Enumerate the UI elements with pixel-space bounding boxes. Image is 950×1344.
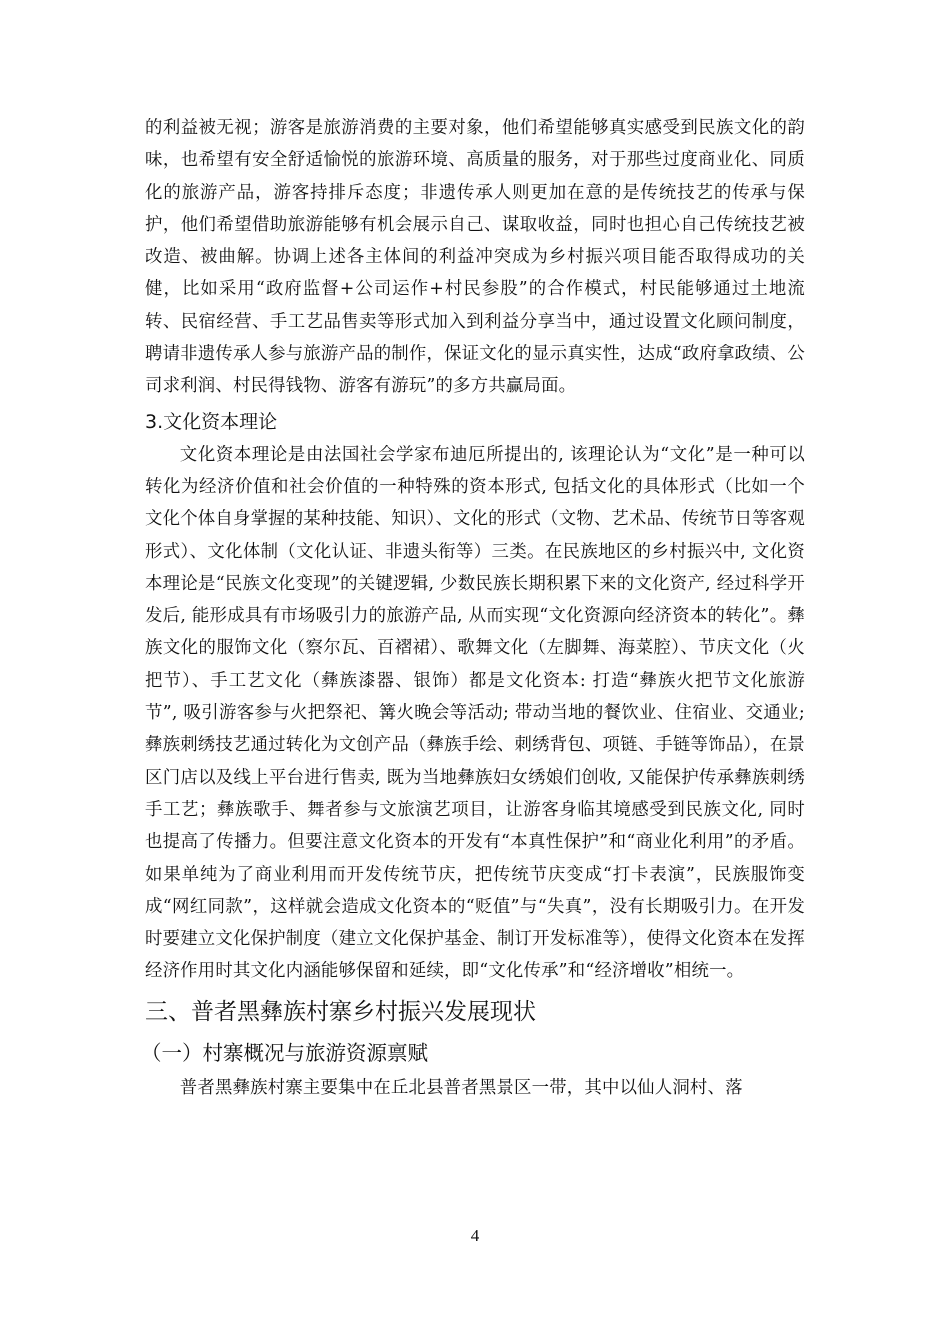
section-heading: （一）村寨概况与旅游资源禀赋 [141, 1040, 428, 1065]
paragraph-stakeholders: 的利益被无视；游客是旅游消费的主要对象，他们希望能够真实感受到民族文化的韵味，也希望有安全舒适愉悦的旅游环境、高质量的服务，对于那些过度商业化、同质化的旅游产品，游客持排斥态度；非遗传承人则更加在意的是传统技艺的传承与保护，他们希望借助旅游能够有机会展示自己、谋取收益，同时也担心自己传统技艺被改造、被曲解。协调上述各主体间的利益冲突成为乡村振兴项目能否取得成功的关健，比如采用“政府监督+公司运作+村民参股”的合作模式，村民能够通过土地流转、民宿经营、手工艺品售卖等形式加入到利益分享当中，通过设置文化顾问制度，聘请非遗传承人参与旅游产品的制作，保证文化的显示真实性，达成“政府拿政绩、公司求利润、村民得钱物、游客有游玩”的多方共赢局面。 [145, 118, 805, 397]
chapter-heading: 三、普者黑彝族村寨乡村振兴发展现状 [145, 998, 536, 1025]
page-content [141, 112, 805, 1104]
paragraph-village-overview: 普者黑彝族村寨主要集中在丘北县普者黑景区一带，其中以仙人洞村、落 [179, 1077, 743, 1098]
heading-cultural-capital-theory: 3.文化资本理论 [145, 410, 278, 433]
page-number: 4 [470, 1226, 480, 1245]
paragraph-cultural-capital: 文化资本理论是由法国社会学家布迪厄所提出的, 该理论认为“文化”是一种可以转化为经济价值和社会价值的一种特殊的资本形式, 包括文化的具体形式（比如一个文化个体自身掌握的某种技能、知识）、文化的形式（文物、艺术品、传统节日等客观形式）、文化体制（文化认证、非遗头衔等）三类。在民族地区的乡村振兴中, 文化资本理论是“民族文化变现”的关键逻辑, 少数民族长期积累下来的文化资产, 经过科学开发后, 能形成具有市场吸引力的旅游产品, 从而实现“文化资源向经济资本的转化”。彝族文化的服饰文化（察尔瓦、百褶裙）、歌舞文化（左脚舞、海菜腔）、节庆文化（火把节）、手工艺文化（彝族漆器、银饰）都是文化资本: 打造“彝族火把节文化旅游节”, 吸引游客参与火把祭祀、篝火晚会等活动; 带动当地的餐饮业、住宿业、交通业; 彝族刺绣技艺通过转化为文创产品（彝族手绘、刺绣背包、项链、手链等饰品），在景区门店以及线上平台进行售卖, 既为当地彝族妇女绣娘们创收, 又能保护传承彝族刺绣手工艺；彝族歌手、舞者参与文旅演艺项目，让游客身临其境感受到民族文化, 同时也提高了传播力。但要注意文化资本的开发有“本真性保护”和“商业化利用”的矛盾。如果单纯为了商业利用而开发传统节庆，把传统节庆变成“打卡表演”，民族服饰变成“网红同款”，这样就会造成文化资本的“贬值”与“失真”，没有长期吸引力。在开发时要建立文化保护制度（建立文化保护基金、制订开发标准等），使得文化资本在发挥经济作用时其文化内涵能够保留和延续，即“文化传承”和“经济增收”相统一。 [145, 444, 805, 982]
